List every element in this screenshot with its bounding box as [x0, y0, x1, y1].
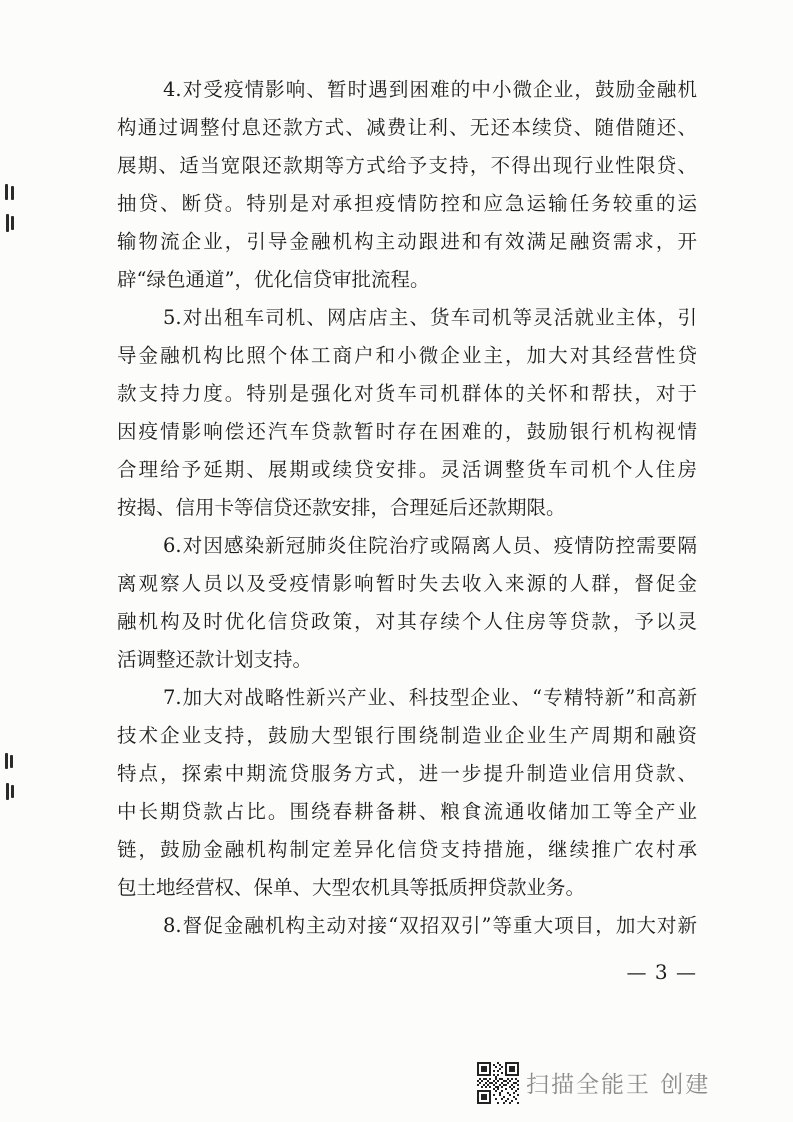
- text-line: 抽贷、断贷。特别是对承担疫情防控和应急运输任务较重的运: [117, 192, 697, 215]
- text-line: 因疫情影响偿还汽车贷款暂时存在困难的，鼓励银行机构视情: [117, 420, 697, 443]
- text-line: 输物流企业，引导金融机构主动跟进和有效满足融资需求，开: [117, 230, 697, 253]
- text-line: 8.督促金融机构主动对接“双招双引”等重大项目，加大对新: [163, 914, 697, 937]
- paragraph-item-8: [117, 907, 697, 945]
- text-line: 构通过调整付息还款方式、减费让利、无还本续贷、随借随还、: [117, 116, 697, 139]
- text-line: 7.加大对战略性新兴产业、科技型企业、“专精特新”和高新: [163, 686, 697, 709]
- text-line: 链，鼓励金融机构制定差异化信贷支持措施，继续推广农村承: [117, 838, 697, 861]
- binding-hole-mark: [5, 184, 8, 200]
- qr-code-icon: [477, 1062, 519, 1104]
- text-line: 款支持力度。特别是强化对货车司机群体的关怀和帮扶，对于: [117, 382, 697, 405]
- text-line: 活调整还款计划支持。: [117, 648, 313, 671]
- text-line: 特点，探索中期流贷服务方式，进一步提升制造业信用贷款、: [117, 762, 697, 785]
- text-line: 按揭、信用卡等信贷还款安排，合理延后还款期限。: [117, 496, 566, 519]
- paragraph-item-4: [117, 71, 697, 299]
- text-line: 包土地经营权、保单、大型农机具等抵质押贷款业务。: [117, 876, 586, 899]
- paragraph-item-7: [117, 679, 697, 907]
- paragraph-item-5: [117, 299, 697, 527]
- text-line: 离观察人员以及受疫情影响暂时失去收入来源的人群，督促金: [117, 572, 697, 595]
- binding-hole-mark: [5, 753, 8, 769]
- text-line: 6.对因感染新冠肺炎住院治疗或隔离人员、疫情防控需要隔: [163, 534, 697, 557]
- document-body: [117, 71, 697, 945]
- text-line: 中长期贷款占比。围绕春耕备耕、粮食流通收储加工等全产业: [117, 800, 697, 823]
- binding-hole-mark: [11, 785, 14, 798]
- text-line: 5.对出租车司机、网店店主、货车司机等灵活就业主体，引: [163, 306, 697, 329]
- binding-hole-mark: [10, 755, 13, 768]
- text-line: 展期、适当宽限还款期等方式给予支持，不得出现行业性限贷、: [117, 154, 697, 177]
- binding-hole-mark: [6, 783, 9, 800]
- binding-hole-mark: [6, 214, 9, 232]
- text-line: 技术企业支持，鼓励大型银行围绕制造业企业生产周期和融资: [117, 724, 697, 747]
- binding-hole-mark: [11, 216, 14, 230]
- text-line: 辟“绿色通道”，优化信贷审批流程。: [117, 268, 430, 291]
- text-line: 融机构及时优化信贷政策，对其存续个人住房等贷款，予以灵: [117, 610, 697, 633]
- text-line: 导金融机构比照个体工商户和小微企业主，加大对其经营性贷: [117, 344, 697, 367]
- watermark-text: 扫描全能王 创建: [526, 1072, 711, 1098]
- text-line: 合理给予延期、展期或续贷安排。灵活调整货车司机个人住房: [117, 458, 697, 481]
- page-number: — 3 —: [626, 960, 697, 984]
- paragraph-item-6: [117, 527, 697, 679]
- binding-hole-mark: [11, 186, 14, 200]
- text-line: 4.对受疫情影响、暂时遇到困难的中小微企业，鼓励金融机: [163, 78, 697, 101]
